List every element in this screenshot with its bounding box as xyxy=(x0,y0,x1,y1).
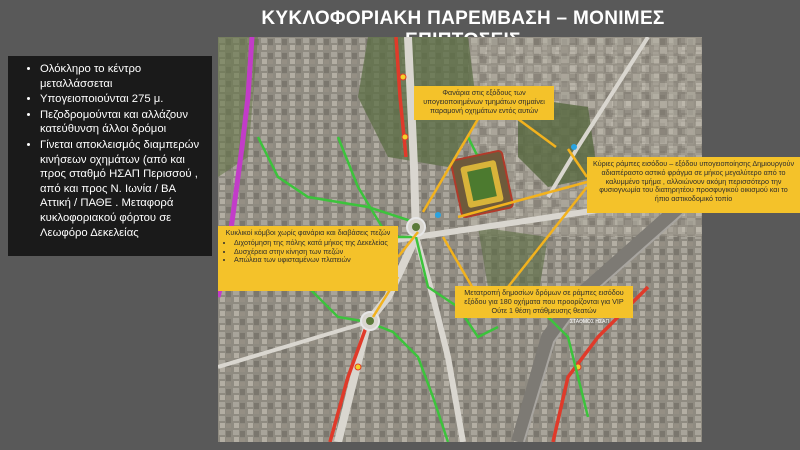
callout-text: Κύριες ράμπες εισόδου – εξόδου υπογειοποίησης Δημιουργούν αδιαπέραστο αστικό φράγμα σε μήκος μεγαλύτερο από το καλυμμένο τμήμα , αλλοιώνουν ακόμη περισσότερο την φυσιογνωμία του διατηρητέου προσφυγικού οικισμού και το ήπιο αστικοδομικό τοπίο xyxy=(592,159,795,204)
station-label: ΣΤΑΘΜΟΣ ΗΣΑΠ xyxy=(570,319,610,325)
callout-conversion xyxy=(455,286,633,318)
callout-ramps xyxy=(587,157,800,213)
callout-traffic-lights xyxy=(414,86,554,120)
callout-list-item: • Διχοτόμηση της πόλης κατά μήκος της Δεκελείας xyxy=(234,239,394,248)
callout-list-item: • Δυσχέρεια στην κίνηση των πεζών xyxy=(234,248,394,257)
callout-title: Κυκλικοί κόμβοι χωρίς φανάρια και διαβάσεις πεζών xyxy=(225,228,391,237)
bullet-item: • Ολόκληρο το κέντρο μεταλλάσσεται xyxy=(40,62,206,91)
callout-list xyxy=(222,239,394,265)
bullet-list xyxy=(14,62,206,240)
callout-text: Μετατροπή δημοσίων δρόμων σε ράμπες εισόδου εξόδου για 180 οχήματα που προορίζονται για VIP Ούτε 1 θέση στάθμευσης θεατών xyxy=(464,288,624,315)
callout-list-item: • Απώλεια των υφισταμένων πλατειών xyxy=(234,256,394,265)
callout-text: Φανάρια στις εξόδους των υπογειοποιημένων τμημάτων σημαίνει παραμονή οχημάτων εντός αυτών xyxy=(423,88,545,115)
slide-title: ΚΥΚΛΟΦΟΡΙΑΚΗ ΠΑΡΕΜΒΑΣΗ – ΜΟΝΙΜΕΣ xyxy=(261,8,665,29)
bullet-item: • Γίνεται αποκλεισμός διαμπερών κινήσεων οχημάτων (από και προς σταθμό ΗΣΑΠ Περισσού , από και προς Ν. Ιωνία / ΒΑ Αττική / ΠΑΘΕ . Μεταφορά κυκλοφοριακού φόρτου σε Λεωφόρο Δεκελείας xyxy=(40,138,206,240)
bullet-textbox xyxy=(8,56,212,256)
bullet-item: • Υπογειοποιούνται 275 μ. xyxy=(40,92,206,107)
callout-roundabouts xyxy=(218,226,398,291)
bullet-item: • Πεζοδρομούνται και αλλάζουν κατεύθυνση άλλοι δρόμοι xyxy=(40,108,206,137)
